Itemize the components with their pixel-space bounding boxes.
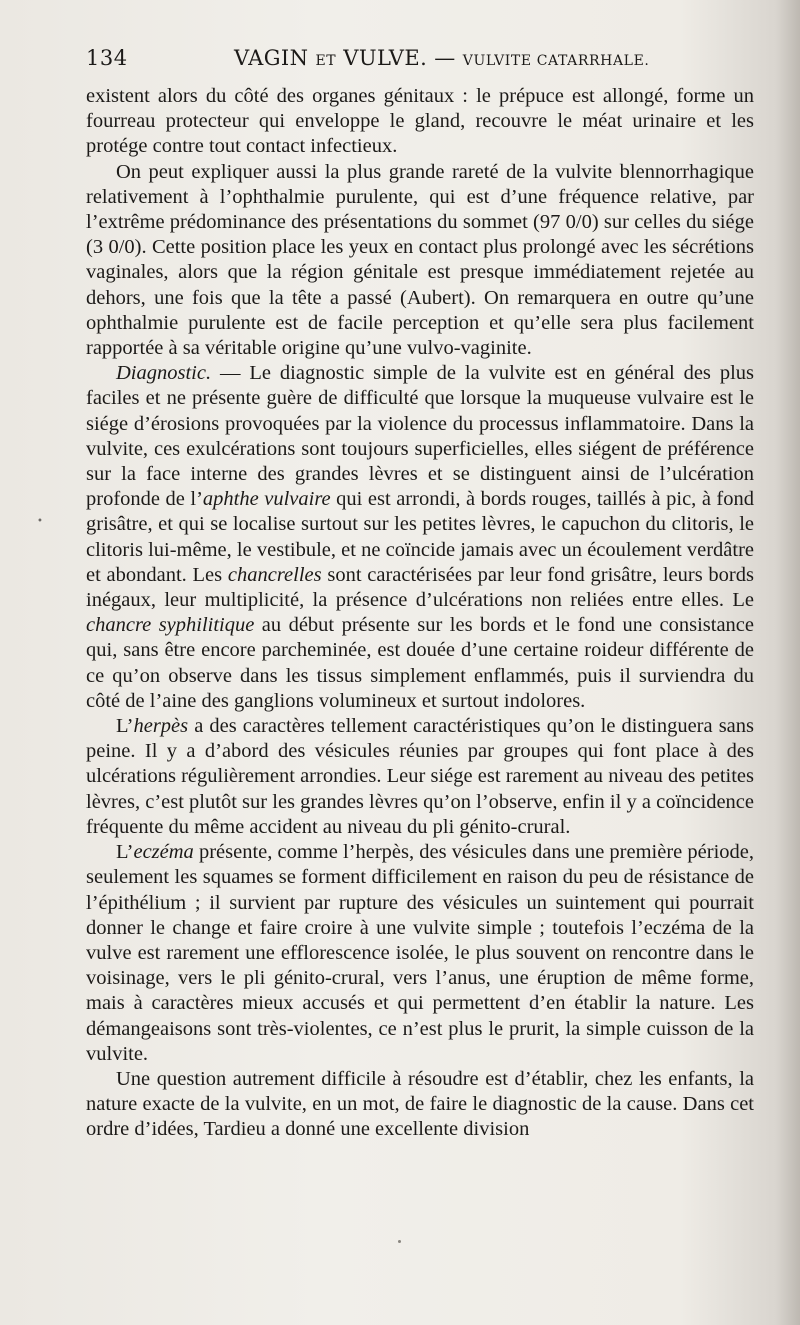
diagnostic-heading: Diagnostic. (116, 362, 212, 385)
term-herpes: herpès (133, 715, 189, 738)
herpes-text: a des caractères tellement caractéristiques qu’on le distinguera sans peine. Il y a d’abord des vésicules réunies par groupes qui font place à des ulcérations régulièrement arrondies. Leur siége est rarement au niveau des petites lèvres, c’est plutôt sur les grandes lèvres qu’on l’observe, enfin il y a coïncidence fréquente du même accident au niveau du pli génito-crural. (86, 715, 754, 838)
title-vulve: VULVE. (343, 46, 428, 70)
paragraph-herpes (86, 714, 754, 840)
eczema-text: présente, comme l’herpès, des vésicules dans une première période, seulement les squames se forment difficilement en raison du peu de résistance de l’épithélium ; il survient par rupture des vésicules un suintement qui pourrait donner le change et faire croire à une vulvite simple ; toutefois l’eczéma de la vulve est rarement une efflorescence isolée, le plus souvent on rencontre dans le voisinage, vers le pli génito-crural, vers l’anus, une éruption de même forme, mais à caractères mieux accusés et qui permettent d’en établir la nature. Les démangeaisons sont très-violentes, ce n’est plus le prurit, la simple cuisson de la vulvite. (86, 841, 754, 1065)
paragraph-diagnostic (86, 361, 754, 714)
body-text (86, 84, 754, 1143)
term-eczema: eczéma (133, 841, 194, 864)
term-chancrelles: chancrelles (227, 563, 322, 586)
title-et: ET (315, 53, 337, 69)
paragraph-continuation: existent alors du côté des organes génitaux : le prépuce est allongé, forme un fourreau protecteur qui enveloppe le gland, recouvre le méat urinaire et les protége contre tout contact infectieux. (86, 85, 754, 158)
title-dash: — (434, 46, 456, 70)
herpes-article: L’ (116, 715, 134, 738)
diagnostic-text-2: qui est arrondi, à bords rouges, taillés à pic, à fond grisâtre, et qui se localise surtout sur les petites lèvres, le capuchon du clitoris, le clitoris lui-même, le vestibule, et ne coïncide jamais avec un écoulement verdâtre et abondant. Les (86, 488, 755, 586)
page-speck (398, 1240, 401, 1243)
running-title (234, 46, 649, 70)
diagnostic-text-4: au début présente sur les bords et le fond une consistance qui, sans être encore parcheminée, est douée d’une certaine roideur différente de ce qu’on observe dans les tissus simplement enflammés, puis il surviendra du côté de l’aine des ganglions volumineux et surtout indolores. (86, 614, 754, 712)
diagnostic-text-3: sont caractérisées par leur fond grisâtre, leurs bords inégaux, leur multiplicité, la présence d’ulcérations non reliées entre elles. Le (86, 563, 754, 612)
term-aphthe-vulvaire: aphthe vulvaire (202, 488, 331, 511)
eczema-article: L’ (116, 841, 134, 864)
paragraph-ophthalmie: On peut expliquer aussi la plus grande rareté de la vulvite blennorrhagique relativement à l’ophthalmie purulente, qui est d’une fréquence relative, par l’extrême prédominance des présentations du sommet (97 0/0) sur celles du siége (3 0/0). Cette position place les yeux en contact plus prolongé avec les sécrétions vaginales, alors que la région génitale est presque immédiatement rejetée au dehors, une fois que la tête a passé (Aubert). On remarquera en outre qu’une ophthalmie purulente est de facile perception et qu’elle sera plus facilement rapportée à sa véritable origine qu’une vulvo-vaginite. (86, 160, 754, 360)
page-number: 134 (86, 46, 128, 70)
term-chancre-syphilitique: chancre syphilitique (86, 614, 255, 637)
diagnostic-text-1: — Le diagnostic simple de la vulvite est en général des plus faciles et ne présente guère de difficulté que lorsque la muqueuse vulvaire est le siége d’érosions provoquées par la violence du processus inflammatoire. Dans la vulvite, ces exulcérations sont toujours superficielles, elles siégent de préférence sur la face interne des grandes lèvres et se distinguent ainsi de l’ulcération profonde de l’ (86, 362, 754, 511)
margin-mark: • (37, 516, 43, 527)
title-vagin: VAGIN (234, 46, 309, 70)
paragraph-eczema (86, 840, 754, 1067)
section-title: VULVITE CATARRHALE. (462, 53, 650, 69)
paragraph-tardieu: Une question autrement difficile à résoudre est d’établir, chez les enfants, la nature exacte de la vulvite, en un mot, de faire le diagnostic de la cause. Dans cet ordre d’idées, Tardieu a donné une excellente division (86, 1067, 754, 1141)
running-header (86, 46, 754, 78)
